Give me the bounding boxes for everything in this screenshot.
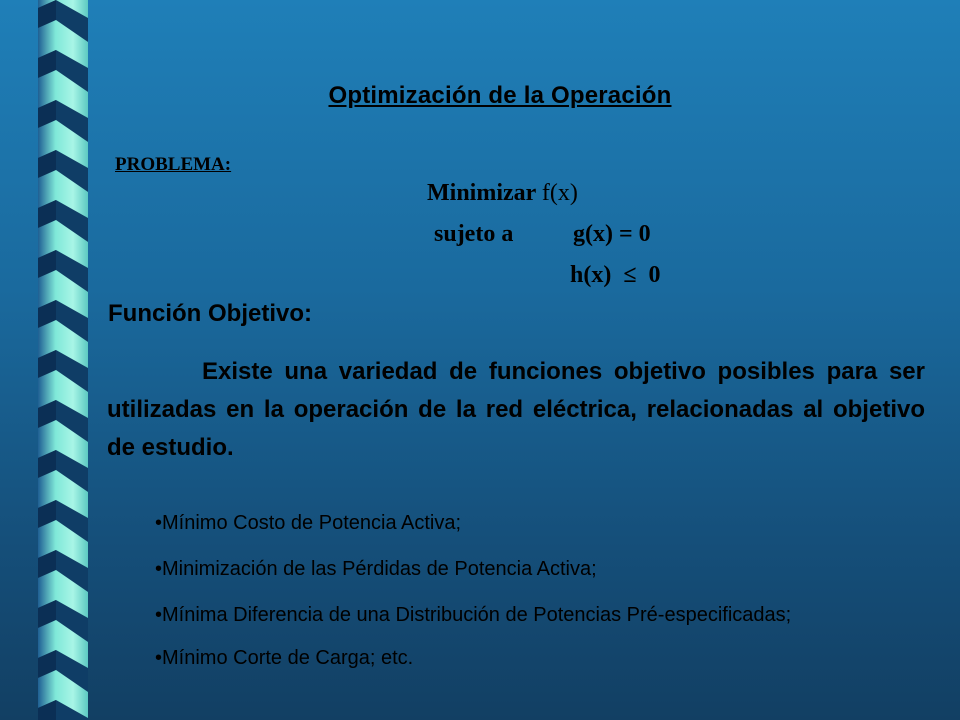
list-item: •Mínimo Corte de Carga; etc.: [155, 647, 414, 669]
equation-subject-to: sujeto a: [434, 221, 514, 247]
equation-inequality-constraint: h(x) ≤ 0: [570, 262, 661, 288]
minimize-text: Minimizar: [427, 180, 542, 206]
list-item: •Mínima Diferencia de una Distribución de Potencias Pré-especificadas;: [155, 604, 792, 626]
list-item: •Minimización de las Pérdidas de Potencia Activa;: [155, 558, 597, 580]
page-title: Optimización de la Operación: [328, 82, 672, 109]
objective-list: [155, 510, 926, 691]
problem-label: PROBLEMA:: [115, 154, 232, 175]
equation-minimize: [427, 180, 578, 207]
objective-function: f(x): [541, 180, 578, 206]
objective-function-heading: Función Objetivo:: [108, 300, 312, 327]
equation-equality-constraint: g(x) = 0: [573, 221, 651, 247]
objective-paragraph: Existe una variedad de funciones objetivo posibles para ser utilizadas en la operación de la red eléctrica, relacionadas al objetivo de estudio.: [107, 358, 925, 461]
list-item: •Mínimo Costo de Potencia Activa;: [155, 512, 462, 534]
